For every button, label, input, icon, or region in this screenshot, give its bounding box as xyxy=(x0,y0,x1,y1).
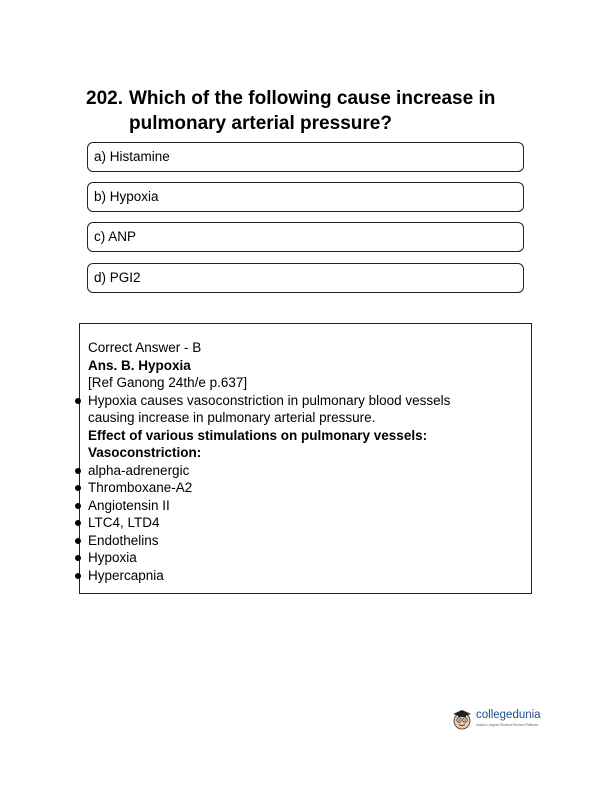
list-item-text: Hypoxia xyxy=(88,550,137,565)
correct-answer-text: Correct Answer - B xyxy=(88,340,202,355)
logo-tagline: India's Largest Student Review Platform xyxy=(476,723,539,727)
answer-content xyxy=(88,339,525,584)
collegedunia-logo xyxy=(451,706,571,736)
answer-box xyxy=(79,323,532,594)
list-item-text: Angiotensin II xyxy=(88,497,170,513)
option-d[interactable] xyxy=(87,263,524,293)
list-item xyxy=(88,514,525,532)
option-a-label: a) Histamine xyxy=(94,149,170,164)
question-heading xyxy=(86,86,546,136)
bullet-icon xyxy=(75,468,81,474)
list-item-text: LTC4, LTD4 xyxy=(88,515,160,530)
list-item xyxy=(88,567,525,585)
option-a[interactable] xyxy=(87,142,524,172)
option-d-label: d) PGI2 xyxy=(94,270,141,285)
option-c[interactable] xyxy=(87,222,524,252)
bullet-icon xyxy=(75,538,81,544)
list-item-text: alpha-adrenergic xyxy=(88,462,190,478)
explanation-item xyxy=(88,392,525,427)
effect-heading: Effect of various stimulations on pulmonary vessels: xyxy=(88,427,428,443)
logo-name: collegedunia xyxy=(476,709,541,721)
option-c-label: c) ANP xyxy=(94,229,137,244)
list-item-text: Hypercapnia xyxy=(88,567,164,583)
bullet-icon xyxy=(75,555,81,561)
explanation-line-2: causing increase in pulmonary arterial pressure. xyxy=(88,410,376,425)
reference-text: [Ref Ganong 24th/e p.637] xyxy=(88,375,248,390)
list-item xyxy=(88,549,525,567)
option-b-label: b) Hypoxia xyxy=(94,189,159,204)
bullet-icon xyxy=(75,485,81,491)
vasoconstriction-heading: Vasoconstriction: xyxy=(88,445,202,460)
question-text: Which of the following cause increase in pulmonary arterial pressure? xyxy=(129,88,496,134)
bullet-icon xyxy=(75,573,81,579)
explanation-line-1: Hypoxia causes vasoconstriction in pulmonary blood vessels xyxy=(88,392,451,408)
answer-line: Ans. B. Hypoxia xyxy=(88,357,191,373)
list-item xyxy=(88,479,525,497)
list-item xyxy=(88,497,525,515)
list-item-text: Thromboxane-A2 xyxy=(88,480,193,495)
list-item-text: Endothelins xyxy=(88,532,159,548)
bullet-icon xyxy=(75,503,81,509)
list-item xyxy=(88,532,525,550)
bullet-icon xyxy=(75,398,81,404)
option-b[interactable] xyxy=(87,182,524,212)
bullet-icon xyxy=(75,520,81,526)
list-item xyxy=(88,462,525,480)
graduate-mascot-icon xyxy=(451,708,473,730)
question-number: 202. xyxy=(86,88,123,109)
